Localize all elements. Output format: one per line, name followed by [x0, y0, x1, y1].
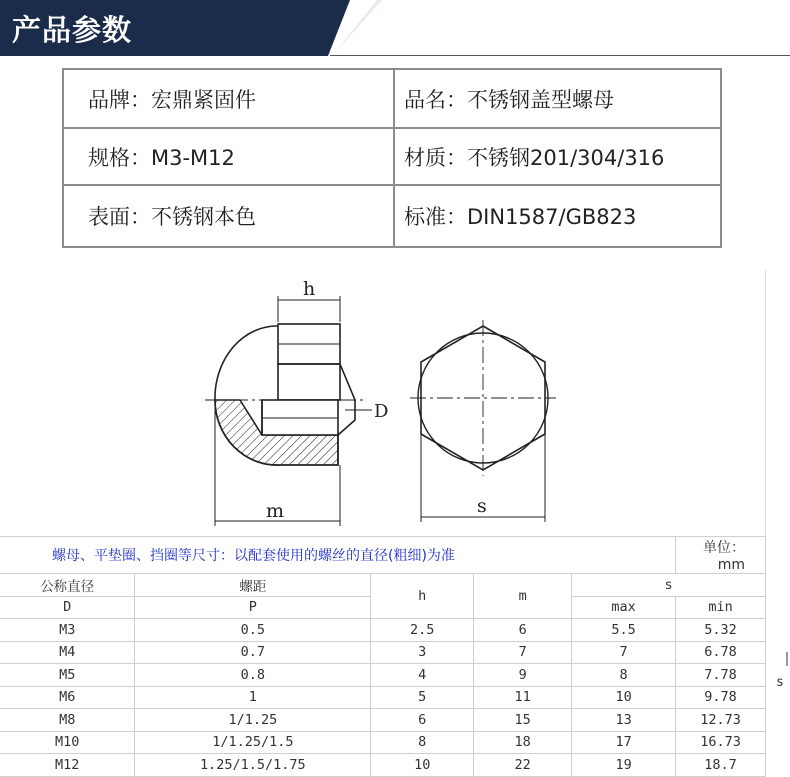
edge-fragment-label: s	[776, 675, 784, 690]
table-row	[0, 731, 766, 754]
cell-smin: 9.78	[676, 686, 766, 709]
cell-h: 3	[371, 641, 474, 664]
header-pitch: 螺距	[135, 574, 371, 597]
table-row	[0, 619, 766, 642]
spec-size: 规格：M3-M12	[88, 145, 235, 170]
cell-d: M6	[0, 686, 135, 709]
cell-smax: 10	[572, 686, 676, 709]
table-row	[0, 641, 766, 664]
cell-p: 0.5	[135, 619, 371, 642]
header-nominal-diameter: 公称直径	[0, 574, 135, 597]
dimension-label-s: s	[477, 495, 487, 517]
spec-divider-vertical	[393, 70, 395, 246]
section-banner	[0, 0, 790, 58]
cell-smin: 16.73	[676, 731, 766, 754]
cell-smin: 12.73	[676, 709, 766, 732]
table-row	[0, 754, 766, 777]
cell-smax: 19	[572, 754, 676, 777]
header-nominal-symbol: D	[0, 596, 135, 619]
side-view	[205, 296, 372, 526]
table-row	[0, 664, 766, 687]
table-header-row	[0, 574, 766, 597]
cell-p: 1/1.25	[135, 709, 371, 732]
cell-smax: 17	[572, 731, 676, 754]
cell-p: 1/1.25/1.5	[135, 731, 371, 754]
cell-m: 15	[474, 709, 572, 732]
cell-p: 0.8	[135, 664, 371, 687]
cell-m: 9	[474, 664, 572, 687]
cell-h: 10	[371, 754, 474, 777]
size-table	[0, 536, 766, 777]
cell-d: M5	[0, 664, 135, 687]
cell-m: 6	[474, 619, 572, 642]
cell-smin: 18.7	[676, 754, 766, 777]
header-h: h	[371, 574, 474, 619]
cell-m: 11	[474, 686, 572, 709]
cell-h: 5	[371, 686, 474, 709]
spec-surface: 表面：不锈钢本色	[88, 205, 256, 229]
cell-d: M4	[0, 641, 135, 664]
spec-product-name: 品名：不锈钢盖型螺母	[404, 87, 614, 112]
edge-fragment-mark	[786, 652, 788, 666]
table-note-row	[0, 537, 766, 574]
cell-smin: 7.78	[676, 664, 766, 687]
cell-smax: 5.5	[572, 619, 676, 642]
top-view	[410, 320, 556, 522]
cell-m: 7	[474, 641, 572, 664]
spec-brand: 品牌：宏鼎紧固件	[88, 87, 256, 112]
table-row	[0, 686, 766, 709]
cell-smax: 8	[572, 664, 676, 687]
spec-table	[62, 68, 722, 248]
cell-p: 1.25/1.5/1.75	[135, 754, 371, 777]
table-note: 螺母、平垫圈、挡圈等尺寸：以配套使用的螺丝的直径(粗细)为准	[0, 537, 676, 574]
cell-h: 4	[371, 664, 474, 687]
cell-d: M12	[0, 754, 135, 777]
table-unit: 单位：mm	[676, 537, 766, 574]
cell-smax: 7	[572, 641, 676, 664]
cell-m: 18	[474, 731, 572, 754]
cell-smax: 13	[572, 709, 676, 732]
dimension-label-h: h	[303, 278, 316, 300]
cell-d: M10	[0, 731, 135, 754]
header-s-max: max	[572, 596, 676, 619]
cell-h: 6	[371, 709, 474, 732]
header-m: m	[474, 574, 572, 619]
cell-d: M8	[0, 709, 135, 732]
cell-m: 22	[474, 754, 572, 777]
header-s-min: min	[676, 596, 766, 619]
cap-nut-technical-drawing	[0, 270, 790, 535]
cell-h: 2.5	[371, 619, 474, 642]
banner-underline	[330, 55, 790, 56]
header-s: s	[572, 574, 766, 597]
cell-h: 8	[371, 731, 474, 754]
cell-p: 1	[135, 686, 371, 709]
table-row	[0, 709, 766, 732]
banner-title: 产品参数	[12, 13, 133, 47]
cell-smin: 5.32	[676, 619, 766, 642]
dimension-label-m: m	[266, 500, 285, 522]
cell-p: 0.7	[135, 641, 371, 664]
spec-material: 材质：不锈钢201/304/316	[404, 145, 665, 170]
spec-standard: 标准：DIN1587/GB823	[404, 205, 637, 229]
header-pitch-symbol: P	[135, 596, 371, 619]
cell-d: M3	[0, 619, 135, 642]
cell-smin: 6.78	[676, 641, 766, 664]
dimension-label-d: D	[374, 401, 389, 422]
